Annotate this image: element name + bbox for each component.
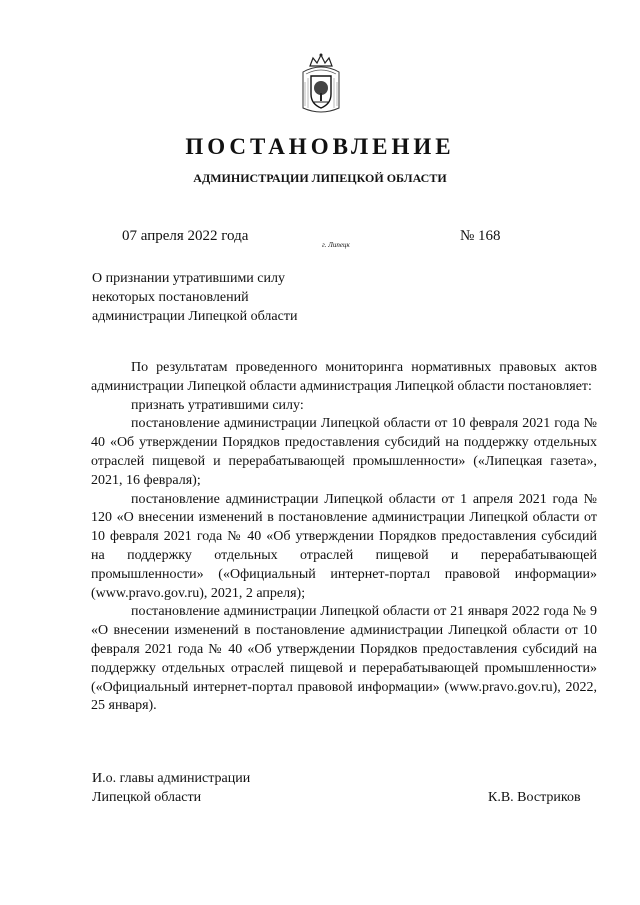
document-number: № 168 <box>460 228 501 244</box>
body-paragraph: постановление администрации Липецкой области от 21 января 2022 года № 9 «О внесении изменений в постановление администрации Липецкой области от 10 февраля 2021 года № 40 «Об утверждении Порядков предоставления субсидий на поддержку отдельных отраслей пищевой и перерабатывающей промышленности» («Официальный интернет-портал правовой информации» (www.pravo.gov.ru), 2022, 25 января). <box>91 604 597 714</box>
document-body <box>91 359 597 716</box>
heading-line: некоторых постановлений <box>92 290 249 305</box>
document-date: 07 апреля 2022 года <box>122 228 249 244</box>
body-paragraph: постановление администрации Липецкой области от 1 апреля 2021 года № 120 «О внесении изменений в постановление администрации Липецкой области от 10 февраля 2021 года № 40 «Об утверждении Порядков предоставления субсидий на поддержку отдельных отраслей пищевой и перерабатывающей промышленности» («Официальный интернет-портал правовой информации» (www.pravo.gov.ru), 2021, 2 апреля); <box>91 491 597 601</box>
body-paragraph: признать утратившими силу: <box>131 397 304 413</box>
signatory-position-line: Липецкой области <box>92 790 202 805</box>
document-subtitle: АДМИНИСТРАЦИИ ЛИПЕЦКОЙ ОБЛАСТИ <box>193 171 447 185</box>
body-paragraph: постановление администрации Липецкой области от 10 февраля 2021 года № 40 «Об утверждении Порядков предоставления субсидий на поддержку отдельных отраслей пищевой и перерабатывающей промышленности» («Липецкая газета», 2021, 16 февраля); <box>91 416 597 488</box>
heading-line: администрации Липецкой области <box>92 309 298 324</box>
signatory-position-line: И.о. главы администрации <box>92 771 251 786</box>
coat-of-arms-icon <box>300 52 342 118</box>
signatory-name: К.В. Востриков <box>488 790 581 805</box>
document-heading <box>92 269 332 326</box>
heading-line: О признании утратившими силу <box>92 271 285 286</box>
body-paragraph: По результатам проведенного мониторинга нормативных правовых актов администрации Липецкой области администрация Липецкой области постановляет: <box>91 360 597 394</box>
document-city: г. Липецк <box>322 241 350 249</box>
signatory-position <box>92 769 250 807</box>
document-title: ПОСТАНОВЛЕНИЕ <box>185 134 455 159</box>
